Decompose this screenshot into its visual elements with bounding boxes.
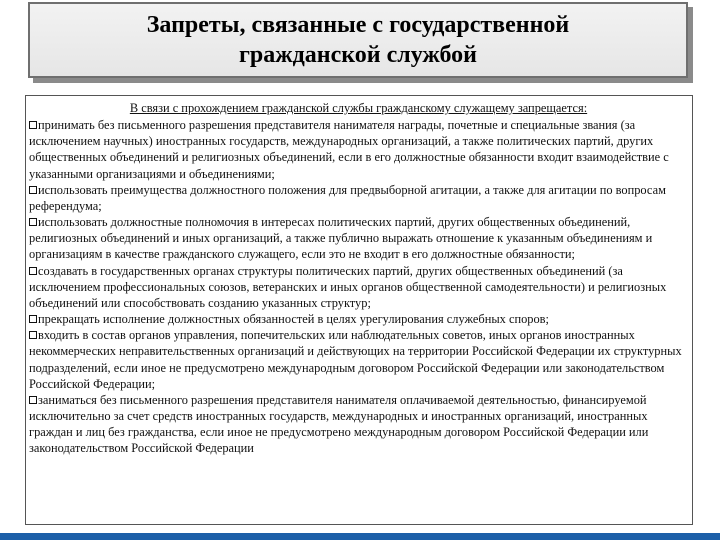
bottom-accent-bar bbox=[0, 533, 720, 540]
intro-heading: В связи с прохождением гражданской службы гражданскому служащему запрещается: bbox=[129, 101, 588, 115]
prohibitions-text-box bbox=[25, 95, 693, 525]
list-item bbox=[29, 327, 688, 392]
list-item-text: входить в состав органов управления, попечительских или наблюдательных советов, иных органов иностранных некоммерческих неправительственных организаций и действующих на территории Российской Федерации их структурных подразделений, если иное не предусмотрено международным договором Российской Федерации или законодательством Российской Федерации; bbox=[29, 328, 682, 391]
checkbox-bullet-icon bbox=[29, 396, 37, 404]
checkbox-bullet-icon bbox=[29, 331, 37, 339]
list-item-text: прекращать исполнение должностных обязанностей в целях урегулирования служебных споров; bbox=[38, 312, 549, 327]
checkbox-bullet-icon bbox=[29, 315, 37, 323]
list-item-text: использовать должностные полномочия в интересах политических партий, других общественных объединений, религиозных объединений и иных организаций, а также публично выражать отношение к указанным объединениям и организациям в качестве гражданского служащего, если это не входит в его должностные обязанности; bbox=[29, 215, 653, 262]
slide-title-line-1: Запреты, связанные с государственной bbox=[146, 12, 570, 38]
list-item-text: заниматься без письменного разрешения представителя нанимателя оплачиваемой деятельностью, финансируемой исключительно за счет средств иностранных государств, международных и иностранных организаций, иностранных граждан и лиц без гражданства, если иное не предусмотрено международным договором Российской Федерации или законодательством Российской Федерации bbox=[29, 392, 649, 456]
list-item-text: использовать преимущества должностного положения для предвыборной агитации, а также для агитации по вопросам референдума; bbox=[29, 182, 666, 213]
slide-title-box bbox=[28, 2, 688, 78]
list-item bbox=[29, 311, 688, 327]
checkbox-bullet-icon bbox=[29, 121, 37, 129]
list-item bbox=[29, 182, 688, 214]
slide-title-line-2: гражданской службой bbox=[238, 42, 477, 68]
checkbox-bullet-icon bbox=[29, 267, 37, 275]
list-item bbox=[29, 117, 688, 182]
list-item bbox=[29, 214, 688, 262]
checkbox-bullet-icon bbox=[29, 218, 37, 226]
list-item bbox=[29, 263, 688, 311]
list-item bbox=[29, 392, 688, 457]
list-item-text: принимать без письменного разрешения представителя нанимателя награды, почетные и специальные звания (за исключением научных) иностранных государств, международных организаций, а также политических партий, других общественных объединений и религиозных объединений, если в его должностные обязанности входит взаимодействие с указанными организациями и объединениями; bbox=[29, 118, 669, 181]
checkbox-bullet-icon bbox=[29, 186, 37, 194]
list-item-text: создавать в государственных органах структуры политических партий, других общественных объединений (за исключением профессиональных союзов, ветеранских и иных органов общественной самодеятельности) и религиозных объединений или способствовать созданию указанных структур; bbox=[29, 263, 667, 310]
